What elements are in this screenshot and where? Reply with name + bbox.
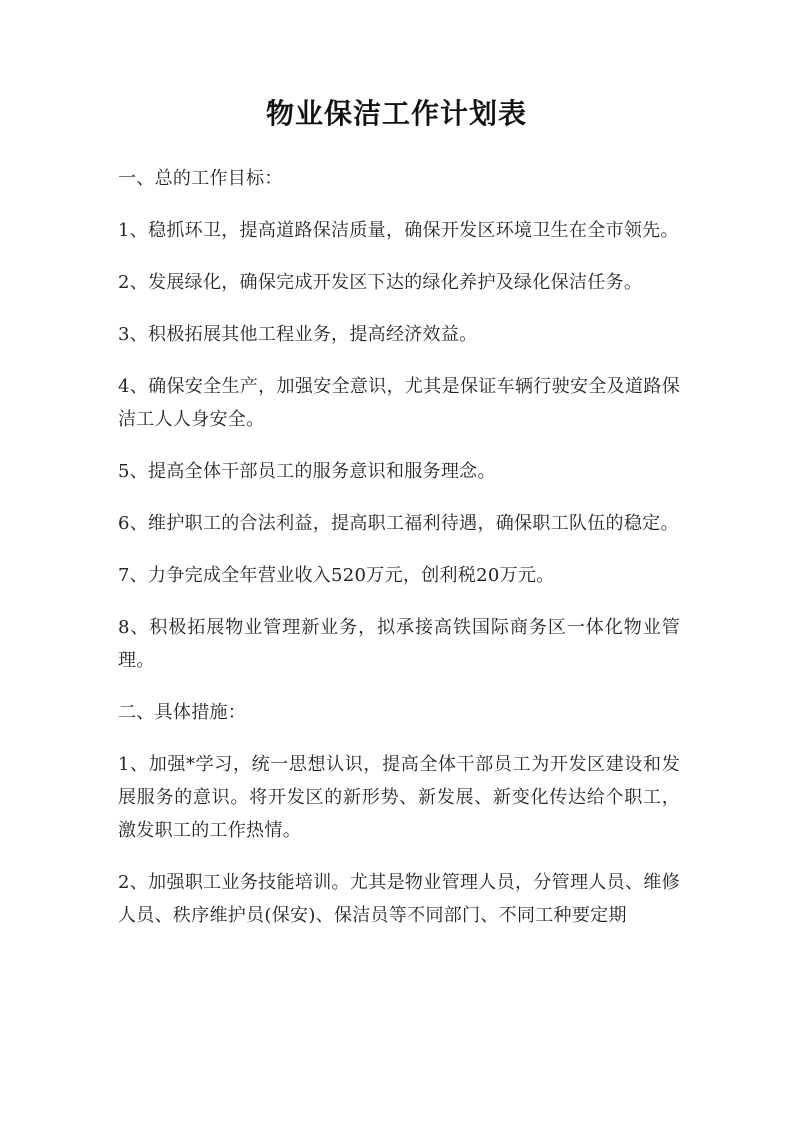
paragraph-measure-2: 2、加强职工业务技能培训。尤其是物业管理人员，分管理人员、维修人员、秩序维护员(保安)、保洁员等不同部门、不同工种要定期 [118, 872, 680, 926]
section-heading-measures: 二、具体措施： [118, 702, 247, 723]
paragraph-goal-5: 5、提高全体干部员工的服务意识和服务理念。 [118, 461, 496, 482]
paragraph-goal-3: 3、积极拓展其他工程业务，提高经济效益。 [118, 324, 478, 345]
paragraph-goal-1: 1、稳抓环卫，提高道路保洁质量，确保开发区环境卫生在全市领先。 [118, 220, 679, 241]
paragraph-goal-2: 2、发展绿化，确保完成开发区下达的绿化养护及绿化保洁任务。 [118, 272, 643, 293]
paragraph-goal-7: 7、力争完成全年营业收入520万元，创利税20万元。 [118, 565, 555, 586]
paragraph-goal-6: 6、维护职工的合法利益，提高职工福利待遇，确保职工队伍的稳定。 [118, 513, 679, 534]
paragraph-goal-8: 8、积极拓展物业管理新业务，拟承接高铁国际商务区一体化物业管理。 [118, 617, 680, 671]
section-heading-goals: 一、总的工作目标： [118, 168, 283, 189]
paragraph-goal-4: 4、确保安全生产，加强安全意识，尤其是保证车辆行驶安全及道路保洁工人人身安全。 [118, 376, 680, 430]
document-body [118, 162, 680, 951]
paragraph-measure-1: 1、加强*学习，统一思想认识，提高全体干部员工为开发区建设和发展服务的意识。将开发区的新形势、新发展、新变化传达给个职工，激发职工的工作热情。 [118, 754, 680, 841]
document-title: 物业保洁工作计划表 [265, 97, 527, 130]
